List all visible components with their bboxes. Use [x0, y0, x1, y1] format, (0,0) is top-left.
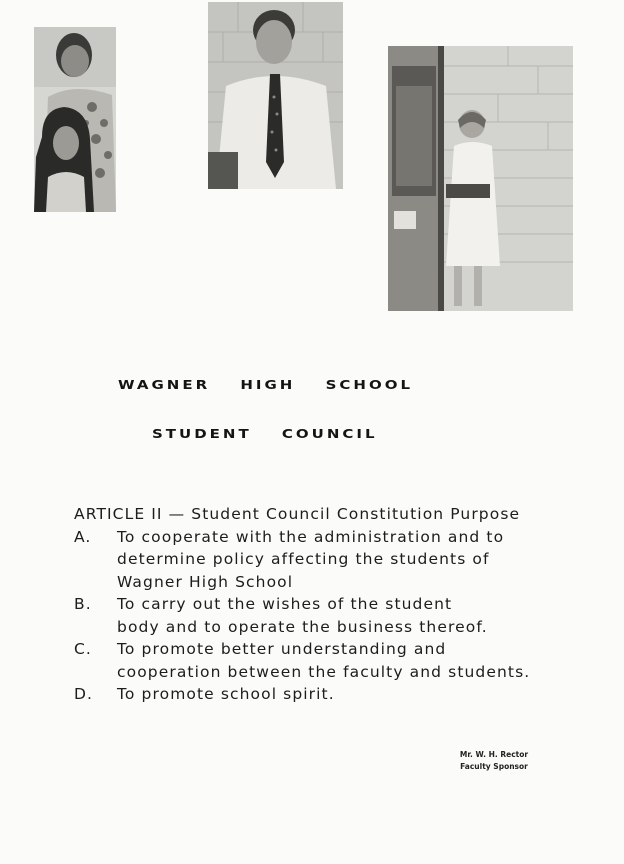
item-line: To cooperate with the administration and to	[117, 527, 505, 546]
article-item-b	[74, 593, 574, 638]
sponsor-name: Mr. W. H. Rector	[459, 750, 529, 759]
article-item-c	[74, 638, 574, 683]
article-item-d	[74, 683, 574, 706]
article-item-a	[74, 526, 574, 594]
item-line: determine policy affecting the students of	[117, 550, 490, 568]
item-line: Wagner High School	[117, 572, 294, 591]
item-line: body and to operate the business thereof.	[117, 617, 488, 636]
photo-student-in-tie	[208, 2, 343, 189]
item-letter: C.	[74, 640, 92, 658]
photo-two-students	[34, 27, 116, 212]
sponsor-credit	[444, 749, 544, 773]
item-letter: D.	[74, 685, 94, 703]
article-text	[74, 503, 574, 706]
item-letter: B.	[74, 595, 92, 613]
title-school-name: WAGNER HIGH SCHOOL	[118, 377, 414, 393]
item-line: To carry out the wishes of the student	[117, 595, 453, 613]
sponsor-title: Faculty Sponsor	[460, 762, 528, 771]
item-letter: A.	[74, 527, 92, 546]
item-line: To promote school spirit.	[117, 685, 335, 703]
item-line: cooperation between the faculty and students.	[117, 662, 531, 681]
photo-student-at-door	[388, 46, 573, 311]
item-line: To promote better understanding and	[117, 640, 447, 658]
article-heading: ARTICLE II — Student Council Constitution Purpose	[74, 505, 521, 523]
title-council-name: STUDENT COUNCIL	[152, 426, 378, 442]
